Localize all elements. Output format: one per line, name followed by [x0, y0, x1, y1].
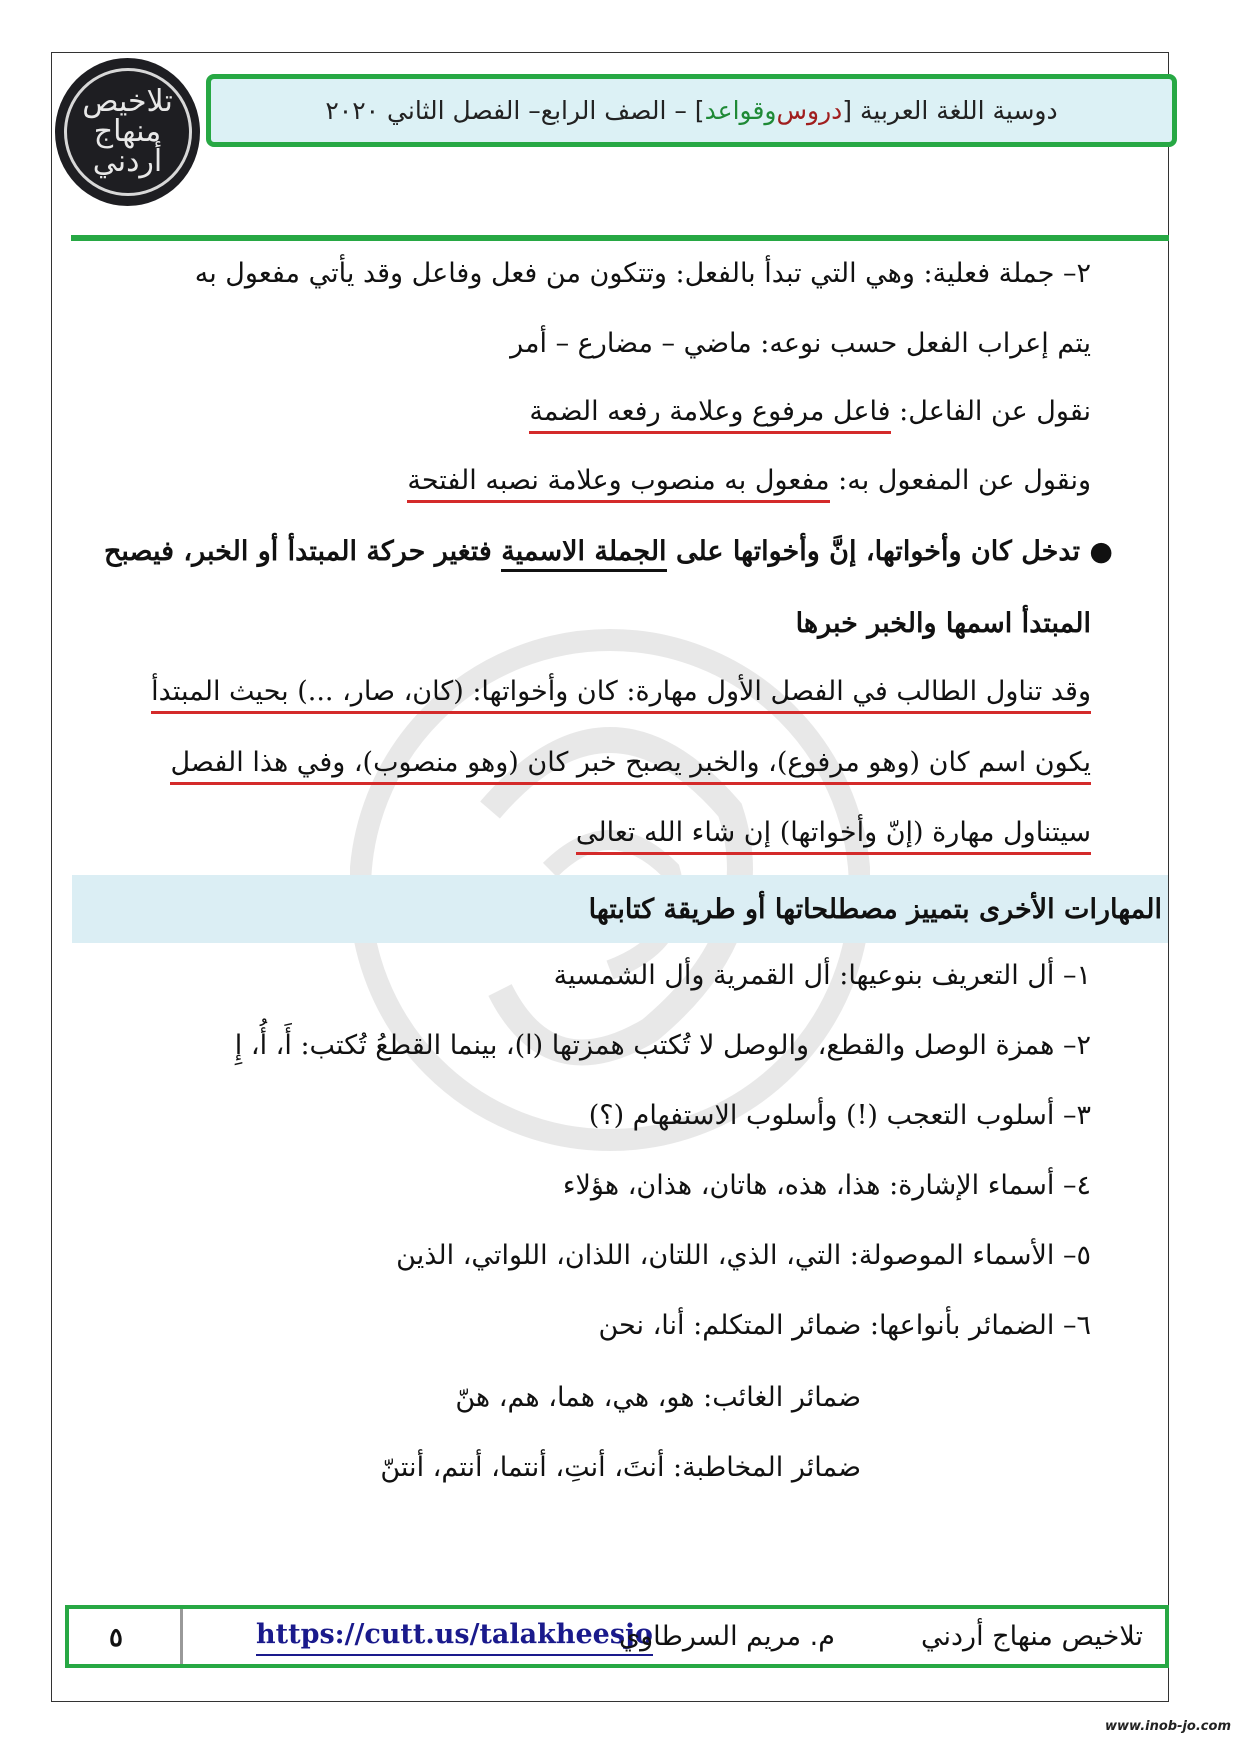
- bullet-line: [104, 536, 1113, 567]
- paragraph-text-1: وقد تناول الطالب في الفصل الأول مهارة: كان وأخواتها: (كان، صار، ...) بحيث المبتدأ: [151, 676, 1091, 714]
- title-rules: قواعد: [704, 96, 765, 125]
- list-item: ٤– أسماء الإشارة: هذا، هذه، هاتان، هذان، هؤلاء: [562, 1170, 1091, 1201]
- logo-ring: [64, 68, 192, 196]
- footer-divider: [180, 1609, 183, 1664]
- object-rule: مفعول به منصوب وعلامة نصبه الفتحة: [407, 465, 829, 503]
- verbal-sentence-intro: ٢– جملة فعلية: وهي التي تبدأ بالفعل: وتتكون من فعل وفاعل وقد يأتي مفعول به: [194, 258, 1091, 289]
- footer-site-name: تلاخيص منهاج أردني: [921, 1621, 1143, 1652]
- list-item: ٣– أسلوب التعجب (!) وأسلوب الاستفهام (؟): [588, 1100, 1091, 1131]
- list-item: ٥– الأسماء الموصولة: التي، الذي، اللتان، اللذان، اللواتي، الذين: [396, 1240, 1091, 1271]
- logo: [55, 58, 200, 206]
- bullet-text-a: تدخل كان وأخواتها، إنَّ وأخواتها على: [666, 536, 1081, 567]
- list-item: ٢– همزة الوصل والقطع، والوصل لا تُكتب همزتها (ا)، بينما القطعُ تُكتب: أَ، أُ، إِ: [234, 1030, 1091, 1061]
- absent-pronouns: ضمائر الغائب: هو، هي، هما، هم، هنّ: [455, 1382, 861, 1413]
- object-prefix: ونقول عن المفعول به:: [829, 465, 1091, 496]
- paragraph-text-2: يكون اسم كان (وهو مرفوع)، والخبر يصبح خبر كان (وهو منصوب)، وفي هذا الفصل: [170, 747, 1091, 785]
- paragraph-line-1: [151, 676, 1091, 707]
- title-suffix: ] – الصف الرابع– الفصل الثاني ٢٠٢٠: [325, 96, 705, 125]
- subject-prefix: نقول عن الفاعل:: [890, 396, 1091, 427]
- addressed-pronouns: ضمائر المخاطبة: أنتَ، أنتِ، أنتما، أنتم، أنتنّ: [380, 1452, 861, 1483]
- section-heading: [72, 875, 1168, 943]
- verb-parsing-line: يتم إعراب الفعل حسب نوعه: ماضي – مضارع – أمر: [510, 328, 1091, 359]
- subject-line: [529, 396, 1091, 427]
- footer-bar: [65, 1605, 1169, 1668]
- title-lessons: دروس: [776, 96, 843, 125]
- header-divider: [71, 235, 1169, 241]
- footer-link[interactable]: https://cutt.us/talakheesjo: [256, 1619, 653, 1656]
- bullet-text-c: فتغير حركة المبتدأ أو الخبر، فيصبح: [103, 536, 502, 567]
- document-title-box: [206, 74, 1177, 147]
- title-and: و: [764, 96, 777, 125]
- page-number: ٥: [109, 1623, 123, 1653]
- paragraph-text-3: سيتناول مهارة (إنّ وأخواتها) إن شاء الله تعالى: [576, 817, 1091, 855]
- title-prefix: دوسية اللغة العربية [: [842, 96, 1058, 125]
- paragraph-line-2: [170, 747, 1091, 778]
- list-item: ٦– الضمائر بأنواعها: ضمائر المتكلم: أنا، نحن: [598, 1310, 1091, 1341]
- list-item: ١– أل التعريف بنوعيها: أل القمرية وأل الشمسية: [553, 960, 1091, 991]
- bullet-text-nominal: الجملة الاسمية: [501, 536, 666, 572]
- subject-rule: فاعل مرفوع وعلامة رفعه الضمة: [529, 396, 890, 434]
- corner-site-url: www.inob-jo.com: [1105, 1719, 1231, 1734]
- section-title: المهارات الأخرى بتمييز مصطلحاتها أو طريقة كتابتها: [588, 893, 1162, 925]
- logo-text: تلاخيص منهاج أردني: [82, 84, 173, 179]
- bullet-icon: ●: [1080, 536, 1113, 567]
- paragraph-line-3: [576, 817, 1091, 848]
- bullet-line-continued: المبتدأ اسمها والخبر خبرها: [795, 608, 1091, 639]
- footer-teacher: م. مريم السرطاوي: [619, 1621, 835, 1652]
- object-line: [407, 465, 1091, 496]
